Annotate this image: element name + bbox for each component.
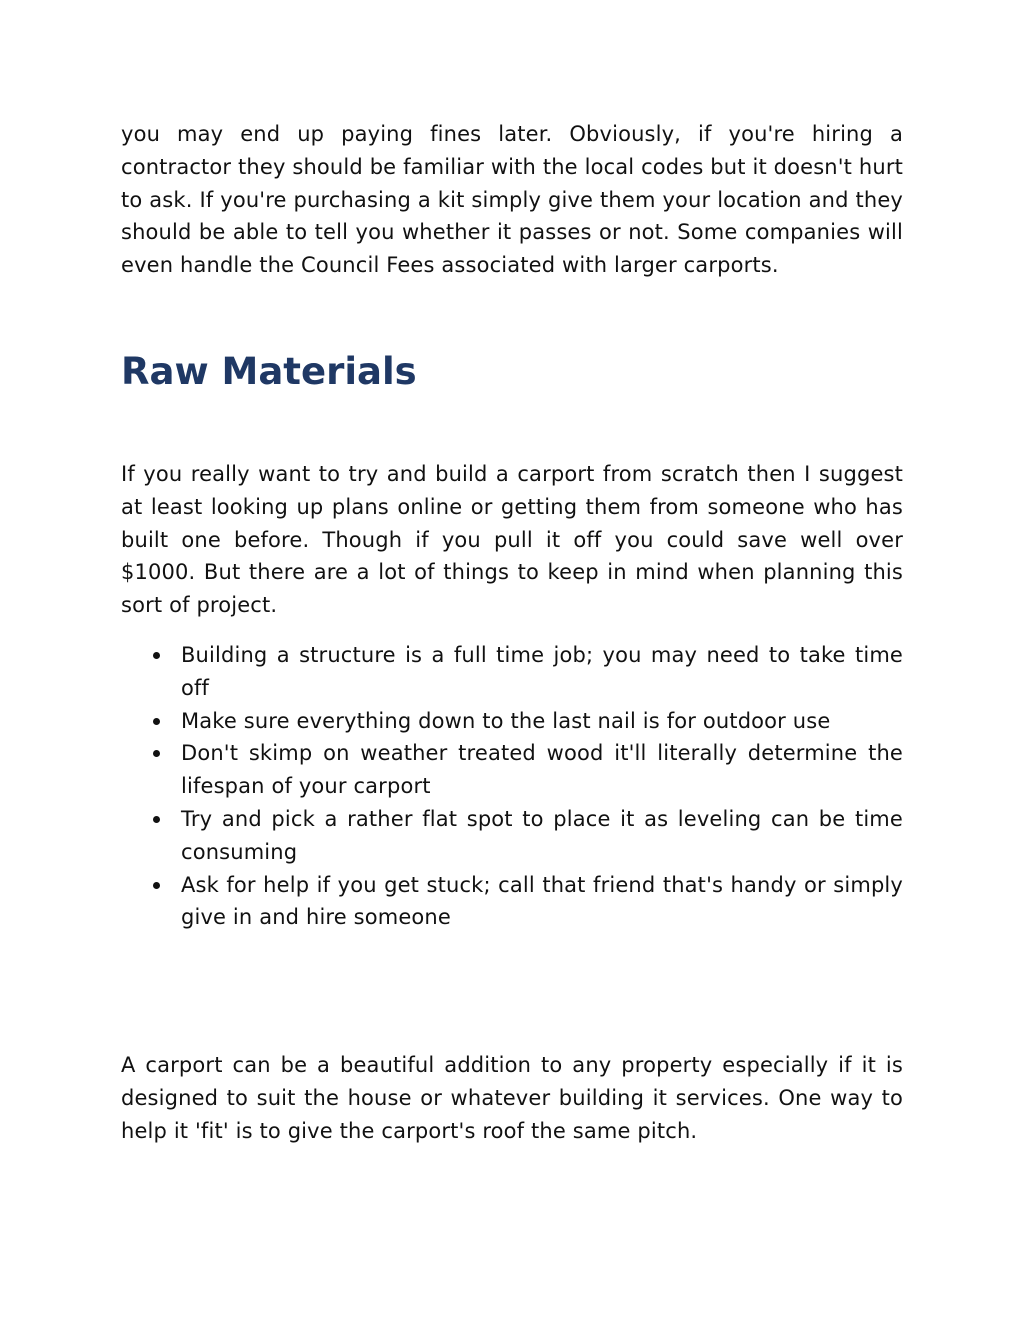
list-item <box>121 737 903 803</box>
intro-paragraph: you may end up paying fines later. Obviously, if you're hiring a contractor they should be familiar with the local codes but it doesn't hurt to ask. If you're purchasing a kit simply give them your location and they should be able to tell you whether it passes or not. Some companies will even handle the Council Fees associated with larger carports. <box>121 122 903 278</box>
list-item-text: Make sure everything down to the last nail is for outdoor use <box>181 708 831 733</box>
list-item-text: Don't skimp on weather treated wood it'll literally determine the lifespan of your carport <box>181 741 903 799</box>
closing-paragraph: A carport can be a beautiful addition to any property especially if it is designed to suit the house or whatever building it services. One way to help it 'fit' is to give the carport's roof the same pitch. <box>121 1053 903 1143</box>
list-item <box>121 869 903 935</box>
bullet-icon <box>153 882 160 889</box>
bullet-icon <box>153 652 160 659</box>
list-item <box>121 705 903 738</box>
list-item-text: Try and pick a rather flat spot to place it as leveling can be time consuming <box>181 806 903 864</box>
list-item <box>121 639 903 705</box>
list-item-text: Building a structure is a full time job; you may need to take time off <box>181 642 903 700</box>
section-paragraph: If you really want to try and build a carport from scratch then I suggest at least looking up plans online or getting them from someone who has built one before. Though if you pull it off you could save well over $1000. But there are a lot of things to keep in mind when planning this sort of project. <box>121 461 903 618</box>
list-item-text: Ask for help if you get stuck; call that friend that's handy or simply give in and hire someone <box>181 872 903 930</box>
tips-list <box>121 639 903 934</box>
section-heading: Raw Materials <box>121 349 417 393</box>
bullet-icon <box>153 750 160 757</box>
list-item <box>121 803 903 869</box>
bullet-icon <box>153 718 160 725</box>
document-page <box>121 118 903 1148</box>
bullet-icon <box>153 816 160 823</box>
